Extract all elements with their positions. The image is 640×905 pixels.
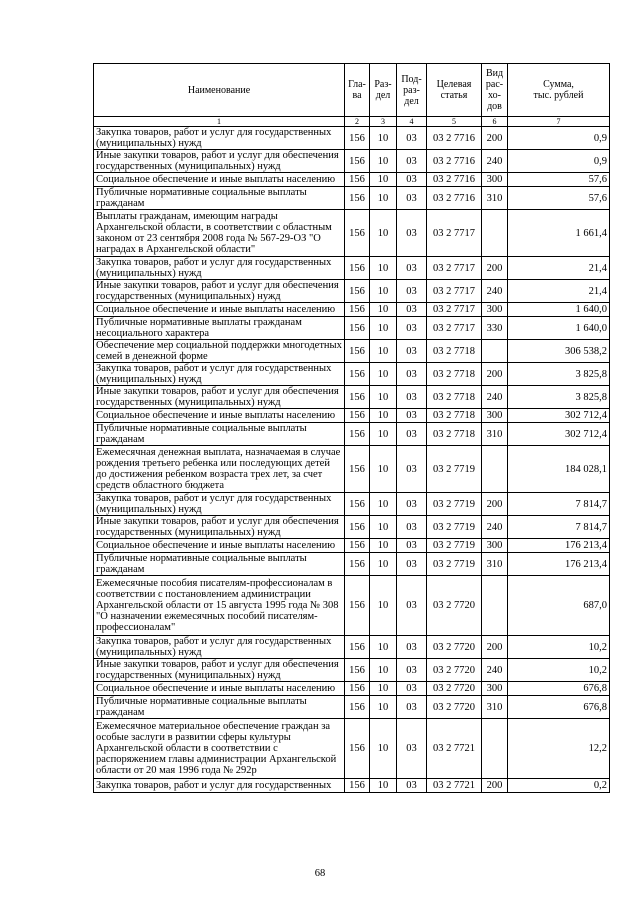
cell-subsection: 03 — [397, 423, 427, 446]
cell-chapter: 156 — [345, 696, 370, 719]
column-number: 2 — [345, 117, 370, 127]
cell-target: 03 2 7719 — [427, 553, 482, 576]
header-subsection: Под- раз- дел — [397, 64, 427, 117]
cell-subsection: 03 — [397, 340, 427, 363]
cell-section: 10 — [370, 409, 397, 423]
cell-amount: 1 640,0 — [508, 317, 610, 340]
header-row — [94, 64, 610, 117]
cell-amount: 21,4 — [508, 257, 610, 280]
cell-name: Ежемесячная денежная выплата, назначаемая в случае рождения третьего ребенка или последующих детей до достижения ребенком возраста трех лет, за счет средств областного бюджета — [94, 446, 345, 493]
cell-name: Социальное обеспечение и иные выплаты населению — [94, 409, 345, 423]
table-row — [94, 257, 610, 280]
table-row — [94, 682, 610, 696]
cell-name: Закупка товаров, работ и услуг для государственных (муниципальных) нужд — [94, 636, 345, 659]
cell-name: Иные закупки товаров, работ и услуг для обеспечения государственных (муниципальных) нужд — [94, 150, 345, 173]
cell-amount: 3 825,8 — [508, 363, 610, 386]
table-row — [94, 576, 610, 636]
cell-amount: 7 814,7 — [508, 493, 610, 516]
cell-chapter: 156 — [345, 409, 370, 423]
cell-chapter: 156 — [345, 210, 370, 257]
cell-target: 03 2 7718 — [427, 363, 482, 386]
cell-target: 03 2 7721 — [427, 719, 482, 779]
cell-amount: 676,8 — [508, 682, 610, 696]
cell-target: 03 2 7720 — [427, 576, 482, 636]
cell-amount: 12,2 — [508, 719, 610, 779]
cell-amount: 3 825,8 — [508, 386, 610, 409]
table-body — [94, 127, 610, 793]
cell-name: Закупка товаров, работ и услуг для государственных (муниципальных) нужд — [94, 493, 345, 516]
cell-amount: 687,0 — [508, 576, 610, 636]
cell-type: 300 — [482, 682, 508, 696]
header-chapter: Гла- ва — [345, 64, 370, 117]
cell-target: 03 2 7716 — [427, 127, 482, 150]
cell-name: Социальное обеспечение и иные выплаты населению — [94, 539, 345, 553]
cell-type: 310 — [482, 553, 508, 576]
cell-chapter: 156 — [345, 659, 370, 682]
header-type: Вид рас- хо- дов — [482, 64, 508, 117]
cell-amount: 10,2 — [508, 636, 610, 659]
cell-chapter: 156 — [345, 446, 370, 493]
cell-name: Иные закупки товаров, работ и услуг для обеспечения государственных (муниципальных) нужд — [94, 516, 345, 539]
table-row — [94, 696, 610, 719]
cell-type: 310 — [482, 423, 508, 446]
cell-target: 03 2 7719 — [427, 493, 482, 516]
cell-name: Публичные нормативные социальные выплаты гражданам — [94, 696, 345, 719]
cell-subsection: 03 — [397, 173, 427, 187]
cell-target: 03 2 7718 — [427, 409, 482, 423]
cell-section: 10 — [370, 257, 397, 280]
column-number: 1 — [94, 117, 345, 127]
cell-amount: 302 712,4 — [508, 409, 610, 423]
cell-target: 03 2 7720 — [427, 659, 482, 682]
cell-type: 300 — [482, 539, 508, 553]
cell-chapter: 156 — [345, 173, 370, 187]
cell-chapter: 156 — [345, 779, 370, 793]
cell-amount: 176 213,4 — [508, 539, 610, 553]
table-row — [94, 340, 610, 363]
cell-section: 10 — [370, 539, 397, 553]
cell-target: 03 2 7717 — [427, 257, 482, 280]
cell-name: Закупка товаров, работ и услуг для государственных — [94, 779, 345, 793]
cell-chapter: 156 — [345, 682, 370, 696]
cell-chapter: 156 — [345, 493, 370, 516]
table-row — [94, 516, 610, 539]
table-row — [94, 659, 610, 682]
cell-type: 240 — [482, 386, 508, 409]
cell-chapter: 156 — [345, 539, 370, 553]
cell-section: 10 — [370, 659, 397, 682]
cell-section: 10 — [370, 386, 397, 409]
cell-name: Иные закупки товаров, работ и услуг для обеспечения государственных (муниципальных) нужд — [94, 280, 345, 303]
cell-section: 10 — [370, 423, 397, 446]
cell-target: 03 2 7719 — [427, 516, 482, 539]
cell-section: 10 — [370, 446, 397, 493]
cell-chapter: 156 — [345, 719, 370, 779]
cell-target: 03 2 7717 — [427, 210, 482, 257]
cell-chapter: 156 — [345, 150, 370, 173]
cell-target: 03 2 7720 — [427, 682, 482, 696]
cell-chapter: 156 — [345, 386, 370, 409]
cell-target: 03 2 7720 — [427, 636, 482, 659]
cell-type: 200 — [482, 363, 508, 386]
cell-section: 10 — [370, 682, 397, 696]
cell-chapter: 156 — [345, 187, 370, 210]
cell-subsection: 03 — [397, 210, 427, 257]
table-row — [94, 210, 610, 257]
cell-target: 03 2 7719 — [427, 446, 482, 493]
cell-subsection: 03 — [397, 516, 427, 539]
table-row — [94, 173, 610, 187]
table-row — [94, 386, 610, 409]
cell-section: 10 — [370, 150, 397, 173]
cell-target: 03 2 7716 — [427, 173, 482, 187]
cell-target: 03 2 7718 — [427, 386, 482, 409]
cell-type: 300 — [482, 173, 508, 187]
cell-name: Закупка товаров, работ и услуг для государственных (муниципальных) нужд — [94, 257, 345, 280]
cell-name: Публичные нормативные социальные выплаты гражданам — [94, 187, 345, 210]
cell-name: Выплаты гражданам, имеющим награды Архангельской области, в соответствии с областным законом от 23 сентября 2008 года № 567-29-ОЗ "О наградах в Архангельской области" — [94, 210, 345, 257]
cell-name: Обеспечение мер социальной поддержки многодетных семей в денежной форме — [94, 340, 345, 363]
cell-subsection: 03 — [397, 257, 427, 280]
column-number: 7 — [508, 117, 610, 127]
cell-type: 310 — [482, 696, 508, 719]
column-number-row — [94, 117, 610, 127]
cell-target: 03 2 7717 — [427, 303, 482, 317]
cell-amount: 0,2 — [508, 779, 610, 793]
cell-chapter: 156 — [345, 317, 370, 340]
cell-target: 03 2 7721 — [427, 779, 482, 793]
cell-section: 10 — [370, 127, 397, 150]
cell-type: 240 — [482, 659, 508, 682]
cell-type: 200 — [482, 127, 508, 150]
cell-subsection: 03 — [397, 553, 427, 576]
cell-name: Социальное обеспечение и иные выплаты населению — [94, 303, 345, 317]
header-name: Наименование — [94, 64, 345, 117]
cell-type: 200 — [482, 779, 508, 793]
cell-subsection: 03 — [397, 719, 427, 779]
cell-subsection: 03 — [397, 280, 427, 303]
table-row — [94, 553, 610, 576]
cell-subsection: 03 — [397, 150, 427, 173]
table-row — [94, 539, 610, 553]
table-row — [94, 779, 610, 793]
cell-chapter: 156 — [345, 636, 370, 659]
cell-subsection: 03 — [397, 127, 427, 150]
cell-subsection: 03 — [397, 636, 427, 659]
page-number: 68 — [314, 868, 326, 879]
cell-subsection: 03 — [397, 363, 427, 386]
cell-subsection: 03 — [397, 386, 427, 409]
table-row — [94, 409, 610, 423]
table-row — [94, 187, 610, 210]
cell-section: 10 — [370, 719, 397, 779]
cell-subsection: 03 — [397, 659, 427, 682]
cell-type — [482, 340, 508, 363]
cell-section: 10 — [370, 696, 397, 719]
cell-target: 03 2 7717 — [427, 280, 482, 303]
cell-section: 10 — [370, 187, 397, 210]
cell-subsection: 03 — [397, 187, 427, 210]
cell-section: 10 — [370, 340, 397, 363]
cell-name: Иные закупки товаров, работ и услуг для обеспечения государственных (муниципальных) нужд — [94, 659, 345, 682]
column-number: 3 — [370, 117, 397, 127]
column-number: 4 — [397, 117, 427, 127]
cell-chapter: 156 — [345, 303, 370, 317]
cell-amount: 7 814,7 — [508, 516, 610, 539]
cell-type: 300 — [482, 409, 508, 423]
cell-chapter: 156 — [345, 423, 370, 446]
cell-subsection: 03 — [397, 696, 427, 719]
cell-chapter: 156 — [345, 280, 370, 303]
cell-type: 240 — [482, 280, 508, 303]
cell-target: 03 2 7716 — [427, 150, 482, 173]
cell-target: 03 2 7720 — [427, 696, 482, 719]
cell-name: Социальное обеспечение и иные выплаты населению — [94, 682, 345, 696]
cell-amount: 57,6 — [508, 173, 610, 187]
cell-amount: 1 661,4 — [508, 210, 610, 257]
cell-subsection: 03 — [397, 493, 427, 516]
table-row — [94, 636, 610, 659]
cell-type: 300 — [482, 303, 508, 317]
cell-section: 10 — [370, 363, 397, 386]
cell-name: Публичные нормативные выплаты гражданам несоциального характера — [94, 317, 345, 340]
cell-amount: 0,9 — [508, 127, 610, 150]
table-row — [94, 493, 610, 516]
cell-section: 10 — [370, 636, 397, 659]
cell-section: 10 — [370, 576, 397, 636]
cell-section: 10 — [370, 553, 397, 576]
cell-type — [482, 719, 508, 779]
cell-section: 10 — [370, 317, 397, 340]
cell-amount: 676,8 — [508, 696, 610, 719]
cell-amount: 302 712,4 — [508, 423, 610, 446]
cell-amount: 1 640,0 — [508, 303, 610, 317]
table-row — [94, 303, 610, 317]
cell-type: 240 — [482, 150, 508, 173]
cell-amount: 0,9 — [508, 150, 610, 173]
cell-section: 10 — [370, 303, 397, 317]
cell-subsection: 03 — [397, 779, 427, 793]
column-number: 5 — [427, 117, 482, 127]
cell-chapter: 156 — [345, 553, 370, 576]
cell-amount: 176 213,4 — [508, 553, 610, 576]
cell-amount: 184 028,1 — [508, 446, 610, 493]
cell-name: Публичные нормативные социальные выплаты гражданам — [94, 553, 345, 576]
cell-amount: 21,4 — [508, 280, 610, 303]
cell-subsection: 03 — [397, 317, 427, 340]
cell-target: 03 2 7717 — [427, 317, 482, 340]
cell-chapter: 156 — [345, 363, 370, 386]
header-amount: Сумма, тыс. рублей — [508, 64, 610, 117]
cell-name: Закупка товаров, работ и услуг для государственных (муниципальных) нужд — [94, 363, 345, 386]
cell-name: Социальное обеспечение и иные выплаты населению — [94, 173, 345, 187]
table-row — [94, 127, 610, 150]
cell-chapter: 156 — [345, 257, 370, 280]
table-row — [94, 446, 610, 493]
cell-section: 10 — [370, 516, 397, 539]
cell-type: 310 — [482, 187, 508, 210]
cell-chapter: 156 — [345, 576, 370, 636]
cell-target: 03 2 7718 — [427, 423, 482, 446]
cell-subsection: 03 — [397, 576, 427, 636]
cell-target: 03 2 7719 — [427, 539, 482, 553]
budget-table — [93, 63, 610, 793]
cell-type — [482, 210, 508, 257]
cell-amount: 10,2 — [508, 659, 610, 682]
table-row — [94, 719, 610, 779]
table-row — [94, 423, 610, 446]
table-row — [94, 363, 610, 386]
cell-type: 240 — [482, 516, 508, 539]
cell-subsection: 03 — [397, 682, 427, 696]
cell-type: 200 — [482, 636, 508, 659]
table-row — [94, 280, 610, 303]
cell-subsection: 03 — [397, 539, 427, 553]
cell-chapter: 156 — [345, 127, 370, 150]
header-section: Раз- дел — [370, 64, 397, 117]
cell-subsection: 03 — [397, 409, 427, 423]
column-number: 6 — [482, 117, 508, 127]
table-row — [94, 150, 610, 173]
cell-name: Ежемесячное материальное обеспечение граждан за особые заслуги в развитии сферы культуры Архангельской области в соответствии с распоряжением главы администрации Архангельской области от 20 мая 1996 года № 292р — [94, 719, 345, 779]
cell-type: 200 — [482, 257, 508, 280]
cell-name: Иные закупки товаров, работ и услуг для обеспечения государственных (муниципальных) нужд — [94, 386, 345, 409]
cell-chapter: 156 — [345, 340, 370, 363]
cell-name: Ежемесячные пособия писателям-профессионалам в соответствии с постановлением администрации Архангельской области от 15 августа 1995 года № 308 "О назначении ежемесячных пособий писателям-профессионалам" — [94, 576, 345, 636]
cell-chapter: 156 — [345, 516, 370, 539]
cell-section: 10 — [370, 280, 397, 303]
cell-subsection: 03 — [397, 446, 427, 493]
cell-section: 10 — [370, 779, 397, 793]
cell-type: 200 — [482, 493, 508, 516]
cell-type — [482, 576, 508, 636]
cell-name: Публичные нормативные социальные выплаты гражданам — [94, 423, 345, 446]
header-target: Целевая статья — [427, 64, 482, 117]
cell-section: 10 — [370, 173, 397, 187]
cell-subsection: 03 — [397, 303, 427, 317]
table-row — [94, 317, 610, 340]
cell-target: 03 2 7716 — [427, 187, 482, 210]
cell-section: 10 — [370, 210, 397, 257]
cell-amount: 306 538,2 — [508, 340, 610, 363]
cell-amount: 57,6 — [508, 187, 610, 210]
cell-type: 330 — [482, 317, 508, 340]
cell-section: 10 — [370, 493, 397, 516]
cell-target: 03 2 7718 — [427, 340, 482, 363]
cell-name: Закупка товаров, работ и услуг для государственных (муниципальных) нужд — [94, 127, 345, 150]
cell-type — [482, 446, 508, 493]
